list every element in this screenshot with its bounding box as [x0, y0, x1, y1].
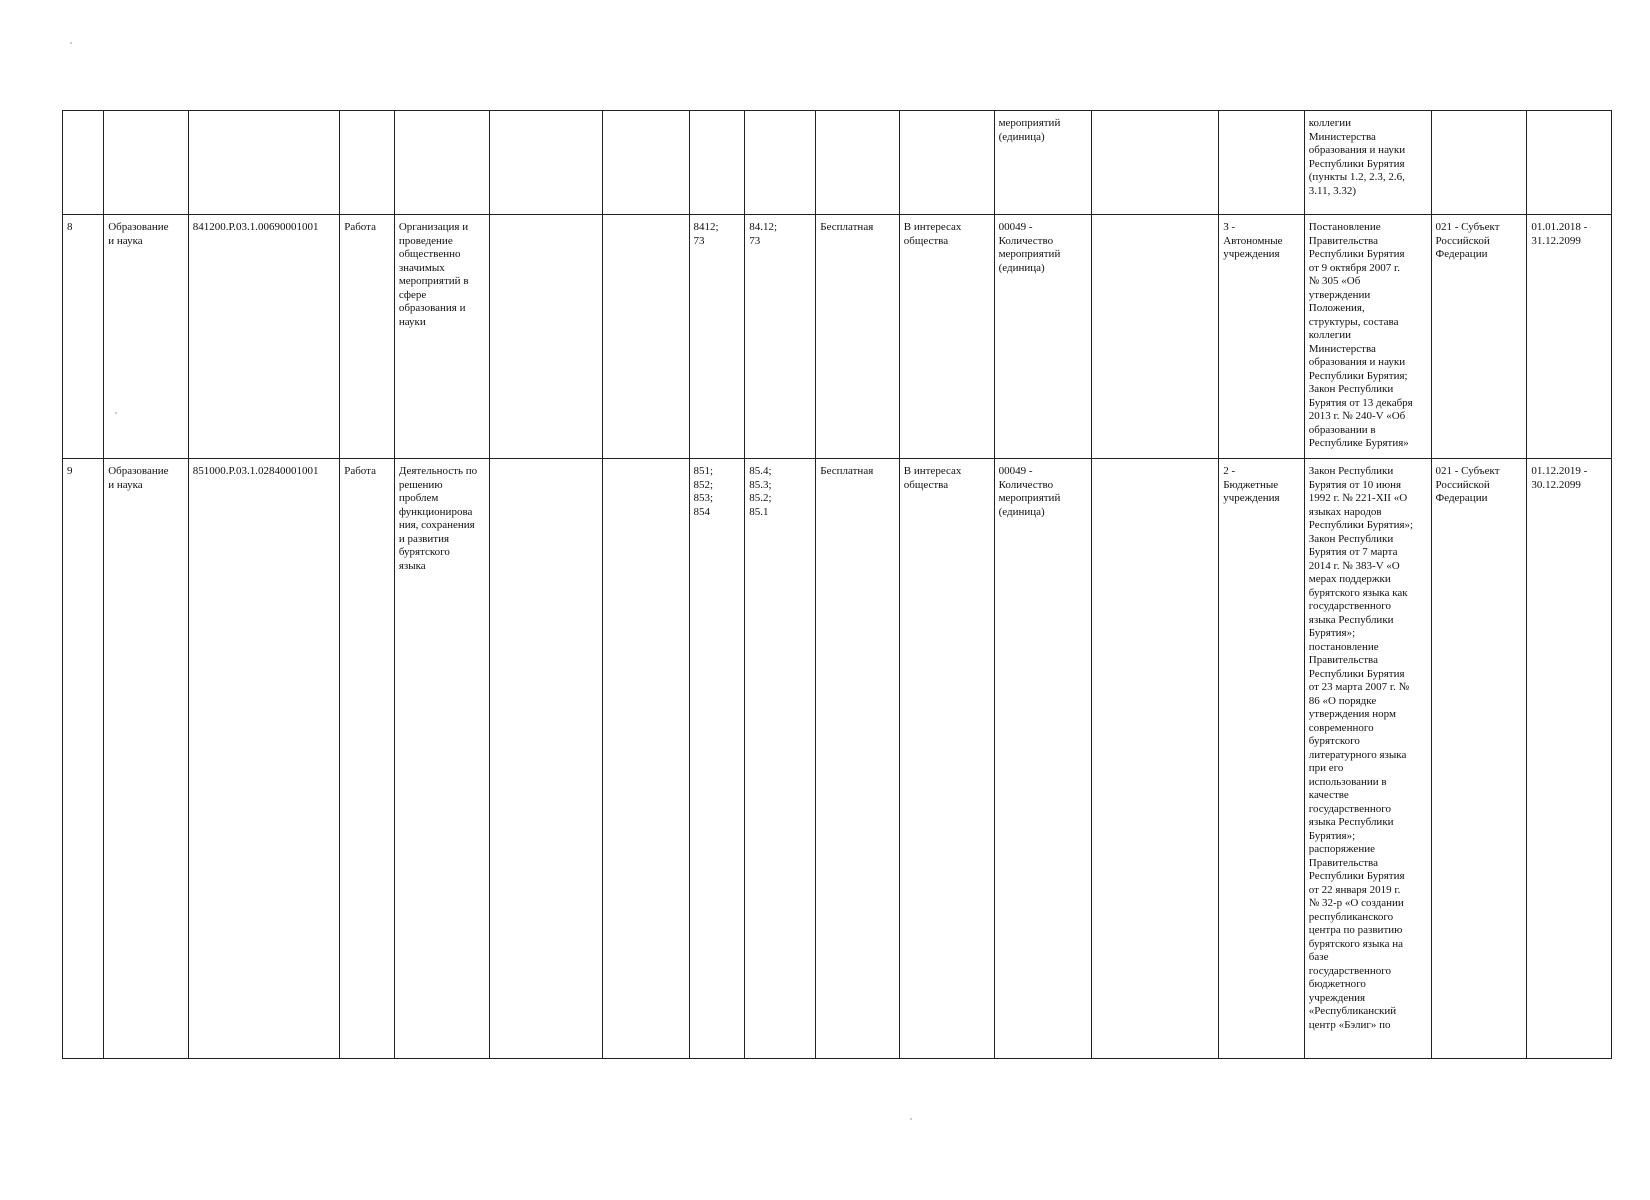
cell-legal-basis: коллегии Министерства образования и науки Республики Бурятия (пункты 1.2, 2.3, 2.6, 3.11, 3.32)	[1304, 111, 1431, 215]
registry-table	[62, 110, 1612, 1059]
cell-consumers: В интересах общества	[899, 215, 994, 459]
cell-payment	[816, 111, 899, 215]
cell-type	[340, 111, 395, 215]
cell-registry-code	[188, 111, 339, 215]
cell-service-name: Деятельность по решению проблем функционирова ния, сохранения и развития бурятского языка	[394, 459, 489, 1059]
cell-legal-basis: Закон Республики Бурятия от 10 июня 1992 г. № 221-XII «О языках народов Республики Бурятия»; Закон Республики Бурятия от 7 марта 2014 г. № 383-V «О мерах поддержки бурятского языка как государственного языка Республики Бурятия»; постановление Правительства Республики Бурятия от 23 марта 2007 г. № 86 «О порядке утверждения норм современного бурятского литературного языка при его использовании в качестве государственного языка Республики Бурятия»; распоряжение Правительства Республики Бурятия от 22 января 2019 г. № 32-р «О создании республиканского центра по развитию бурятского языка на базе государственного бюджетного учреждения «Республиканский центр «Бэлиг» по	[1304, 459, 1431, 1059]
cell-level: 021 - Субъект Российской Федерации	[1431, 215, 1527, 459]
cell-number: 8	[63, 215, 104, 459]
cell-okved-code: 851; 852; 853; 854	[689, 459, 745, 1059]
cell-blank-b	[602, 459, 689, 1059]
table-row	[63, 215, 1612, 459]
cell-blank-b	[602, 111, 689, 215]
cell-service-name	[394, 111, 489, 215]
cell-institution-type	[1219, 111, 1305, 215]
cell-category: Образование и наука	[104, 215, 189, 459]
cell-service-name: Организация и проведение общественно значимых мероприятий в сфере образования и науки	[394, 215, 489, 459]
cell-period	[1527, 111, 1612, 215]
cell-blank-b	[602, 215, 689, 459]
cell-okved2-code: 85.4; 85.3; 85.2; 85.1	[745, 459, 816, 1059]
cell-blank-a	[489, 111, 602, 215]
cell-okved-code: 8412; 73	[689, 215, 745, 459]
cell-legal-basis: Постановление Правительства Республики Бурятия от 9 октября 2007 г. № 305 «Об утверждении Положения, структуры, состава коллегии Министерства образования и науки Республики Бурятия; Закон Республики Бурятия от 13 декабря 2013 г. № 240-V «Об образовании в Республике Бурятия»	[1304, 215, 1431, 459]
cell-consumers: В интересах общества	[899, 459, 994, 1059]
table-row	[63, 459, 1612, 1059]
cell-payment: Бесплатная	[816, 215, 899, 459]
cell-indicator: мероприятий (единица)	[994, 111, 1092, 215]
cell-period: 01.01.2018 - 31.12.2099	[1527, 215, 1612, 459]
cell-okved2-code	[745, 111, 816, 215]
cell-blank-a	[489, 459, 602, 1059]
cell-number: 9	[63, 459, 104, 1059]
cell-period: 01.12.2019 - 30.12.2099	[1527, 459, 1612, 1059]
cell-institution-type: 3 - Автономные учреждения	[1219, 215, 1305, 459]
cell-institution-type: 2 - Бюджетные учреждения	[1219, 459, 1305, 1059]
cell-type: Работа	[340, 459, 395, 1059]
cell-level	[1431, 111, 1527, 215]
cell-level: 021 - Субъект Российской Федерации	[1431, 459, 1527, 1059]
cell-indicator: 00049 - Количество мероприятий (единица)	[994, 459, 1092, 1059]
cell-blank-c	[1092, 215, 1219, 459]
cell-okved-code	[689, 111, 745, 215]
cell-consumers	[899, 111, 994, 215]
scan-speck	[70, 42, 72, 44]
table-row-continuation	[63, 111, 1612, 215]
cell-registry-code: 851000.Р.03.1.02840001001	[188, 459, 339, 1059]
cell-okved2-code: 84.12; 73	[745, 215, 816, 459]
cell-category	[104, 111, 189, 215]
scan-speck	[910, 1118, 912, 1120]
cell-blank-c	[1092, 459, 1219, 1059]
cell-type: Работа	[340, 215, 395, 459]
cell-registry-code: 841200.Р.03.1.00690001001	[188, 215, 339, 459]
cell-blank-c	[1092, 111, 1219, 215]
cell-blank-a	[489, 215, 602, 459]
cell-category: Образование и наука	[104, 459, 189, 1059]
cell-payment: Бесплатная	[816, 459, 899, 1059]
cell-number	[63, 111, 104, 215]
cell-indicator: 00049 - Количество мероприятий (единица)	[994, 215, 1092, 459]
